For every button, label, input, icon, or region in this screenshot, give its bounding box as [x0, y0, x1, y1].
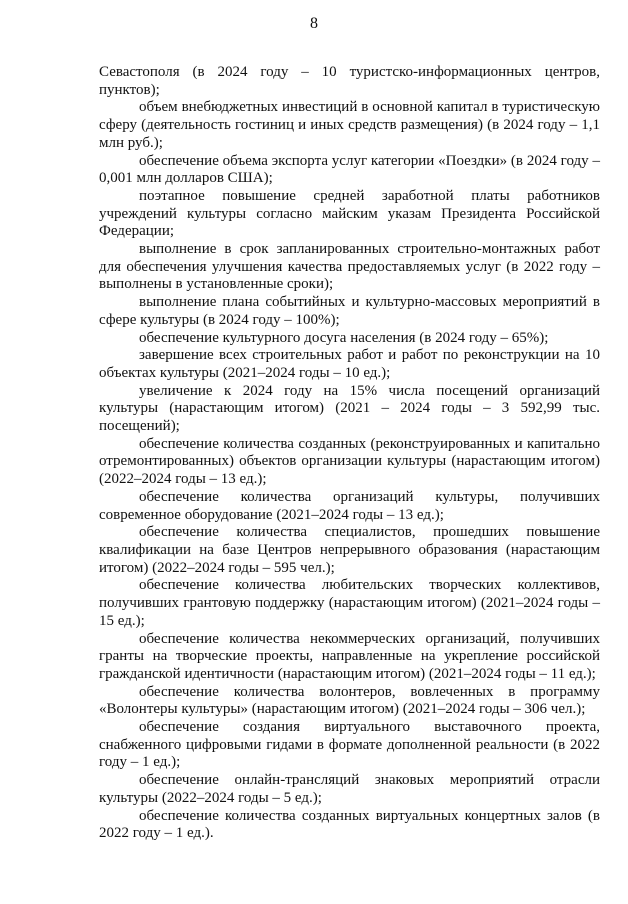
paragraph: выполнение в срок запланированных строительно-монтажных работ для обеспечения улучшения качества предоставляемых услуг (в 2022 году – выполнены в установленные сроки);	[99, 241, 600, 293]
paragraph: обеспечение онлайн-трансляций знаковых мероприятий отрасли культуры (2022–2024 годы – 5 ед.);	[99, 772, 600, 806]
paragraph: обеспечение количества организаций культуры, получивших современное оборудование (2021–2024 годы – 13 ед.);	[99, 488, 600, 523]
paragraph: обеспечение количества некоммерческих организаций, получивших гранты на творческие проекты, направленные на укрепление российской гражданской идентичности (нарастающим итогом) (2021–2024 годы – 11 ед.);	[99, 630, 600, 682]
paragraph: обеспечение количества специалистов, прошедших повышение квалификации на базе Центров непрерывного образования (нарастающим итогом) (2022–2024 годы – 595 чел.);	[99, 524, 600, 576]
paragraph-continuation: Севастополя (в 2024 году – 10 туристско-информационных центров, пунктов);	[99, 64, 600, 98]
page-number: 8	[310, 15, 318, 32]
paragraph: обеспечение культурного досуга населения (в 2024 году – 65%);	[139, 329, 549, 346]
paragraph: выполнение плана событийных и культурно-массовых мероприятий в сфере культуры (в 2024 году – 100%);	[99, 294, 600, 328]
paragraph: обеспечение количества волонтеров, вовлеченных в программу «Волонтеры культуры» (нарастающим итогом) (2021–2024 годы – 306 чел.);	[99, 683, 600, 718]
paragraph: обеспечение количества любительских творческих коллективов, получивших грантовую поддержку (нарастающим итогом) (2021–2024 годы – 15 ед.);	[99, 577, 600, 629]
document-body	[99, 64, 600, 843]
paragraph: поэтапное повышение средней заработной платы работников учреждений культуры согласно майским указам Президента Российской Федерации;	[99, 187, 600, 240]
paragraph: обеспечение количества созданных (реконструированных и капитально отремонтированных) объектов организации культуры (нарастающим итогом) (2022–2024 годы – 13 ед.);	[99, 435, 600, 488]
paragraph: объем внебюджетных инвестиций в основной капитал в туристическую сферу (деятельность гостиниц и иных средств размещения) (в 2024 году – 1,1 млн руб.);	[99, 99, 600, 151]
paragraph: увеличение к 2024 году на 15% числа посещений организаций культуры (нарастающим итогом) (2021 – 2024 годы – 3 592,99 тыс. посещений);	[99, 382, 600, 435]
paragraph: обеспечение создания виртуального выставочного проекта, снабженного цифровыми гидами в формате дополненной реальности (в 2022 году – 1 ед.);	[99, 719, 600, 771]
paragraph: обеспечение объема экспорта услуг категории «Поездки» (в 2024 году – 0,001 млн долларов США);	[99, 152, 600, 187]
paragraph: завершение всех строительных работ и работ по реконструкции на 10 объектах культуры (2021–2024 годы – 10 ед.);	[99, 347, 600, 381]
paragraph: обеспечение количества созданных виртуальных концертных залов (в 2022 году – 1 ед.).	[99, 807, 600, 842]
